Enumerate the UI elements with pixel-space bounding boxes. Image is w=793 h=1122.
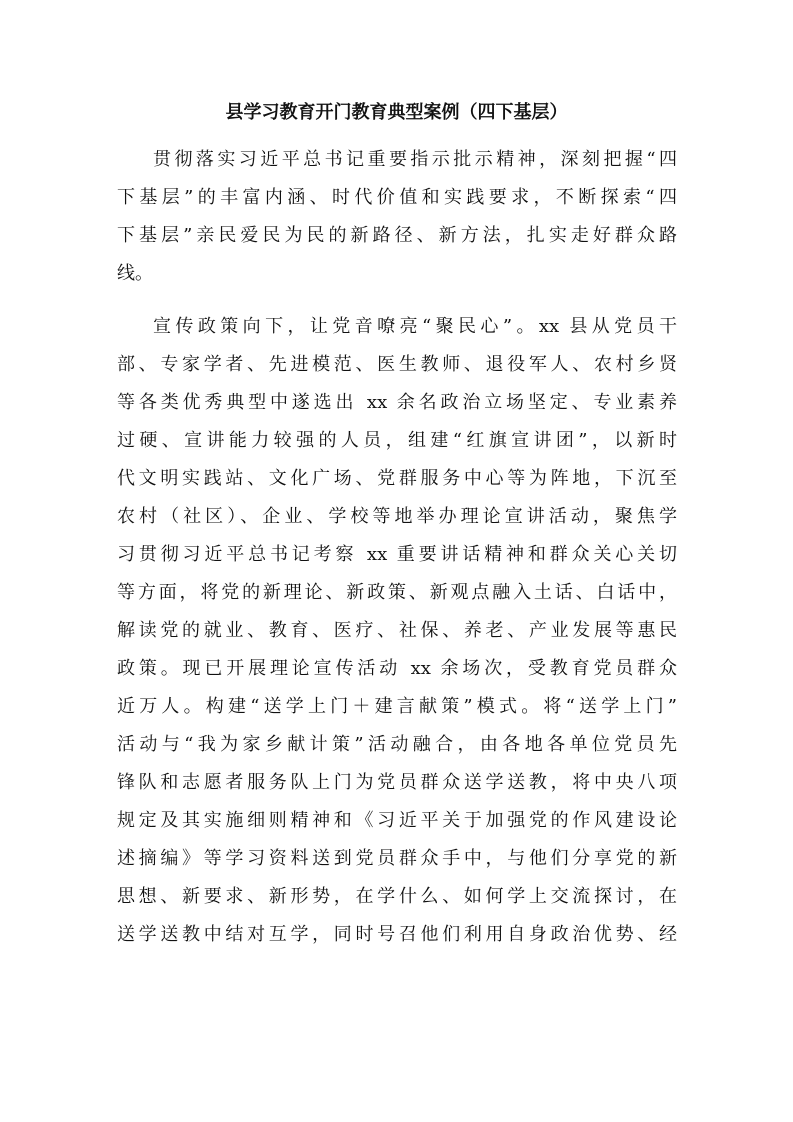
paragraph-2-line-3: 等各类优秀典型中遂选出 xx 余名政治立场坚定、专业素养	[117, 392, 677, 413]
paragraph-2-line-14: 规定及其实施细则精神和《习近平关于加强党的作风建设论	[117, 810, 677, 831]
paragraph-2-line-13: 锋队和志愿者服务队上门为党员群众送学送教，将中央八项	[117, 772, 677, 793]
document-title: 县学习教育开门教育典型案例（四下基层）	[225, 102, 568, 123]
paragraph-2-line-2: 部、专家学者、先进模范、医生教师、退役军人、农村乡贤	[117, 354, 677, 375]
paragraph-2-line-11: 近万人。构建“送学上门＋建言献策”模式。将“送学上门”	[117, 696, 677, 717]
paragraph-1-line-1: 贯彻落实习近平总书记重要指示批示精神，深刻把握“四	[153, 149, 677, 170]
paragraph-1-line-4: 线。	[117, 263, 153, 284]
paragraph-1-line-3: 下基层”亲民爱民为民的新路径、新方法，扎实走好群众路	[117, 225, 677, 246]
paragraph-1-line-2: 下基层”的丰富内涵、时代价值和实践要求，不断探索“四	[117, 187, 677, 208]
paragraph-2-line-15: 述摘编》等学习资料送到党员群众手中，与他们分享党的新	[117, 848, 677, 869]
paragraph-2-line-4: 过硬、宣讲能力较强的人员，组建“红旗宣讲团”，以新时	[117, 430, 677, 451]
paragraph-2-line-9: 解读党的就业、教育、医疗、社保、养老、产业发展等惠民	[117, 620, 677, 641]
paragraph-2-line-16: 思想、新要求、新形势，在学什么、如何学上交流探讨，在	[117, 886, 677, 907]
paragraph-2-line-6: 农村（社区）、企业、学校等地举办理论宣讲活动，聚焦学	[117, 506, 677, 527]
paragraph-2-line-5: 代文明实践站、文化广场、党群服务中心等为阵地，下沉至	[117, 468, 677, 489]
paragraph-2-line-17: 送学送教中结对互学，同时号召他们利用自身政治优势、经	[117, 924, 677, 945]
paragraph-2-line-1: 宣传政策向下，让党音嘹亮“聚民心”。xx 县从党员干	[153, 316, 677, 337]
paragraph-2-line-12: 活动与“我为家乡献计策”活动融合，由各地各单位党员先	[117, 734, 677, 755]
paragraph-2-line-8: 等方面，将党的新理论、新政策、新观点融入土话、白话中，	[117, 582, 677, 603]
paragraph-2-line-7: 习贯彻习近平总书记考察 xx 重要讲话精神和群众关心关切	[117, 544, 677, 565]
paragraph-2-line-10: 政策。现已开展理论宣传活动 xx 余场次，受教育党员群众	[117, 658, 677, 679]
